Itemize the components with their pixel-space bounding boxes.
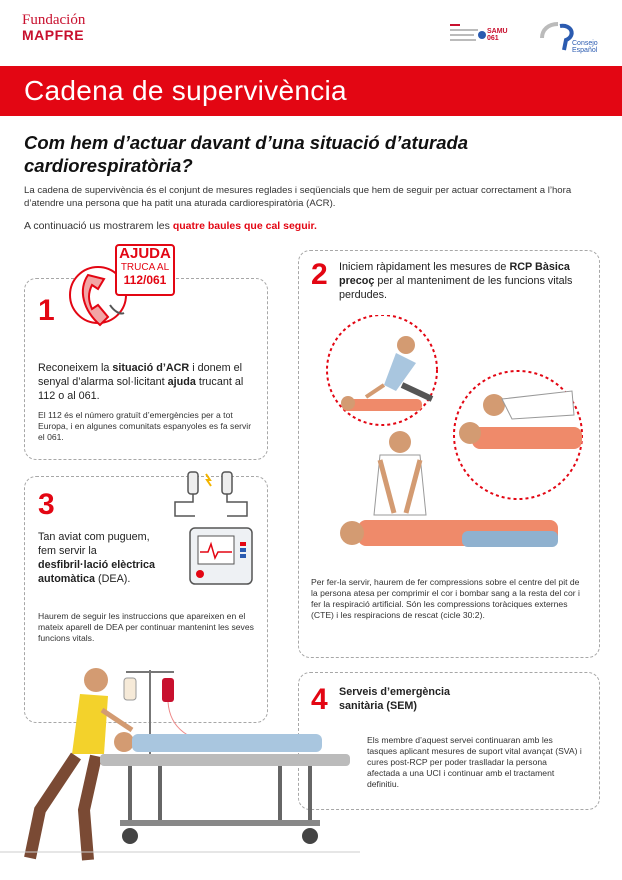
help-sign-line2: TRUCA AL [120,262,170,273]
cpr-illustration-icon [322,315,592,570]
stretcher-illustration-icon [0,660,360,875]
step-2-lead: Iniciem ràpidament les mesures de RCP Bàsica precoç per al manteniment de les funcions vitals perdudes. [339,261,573,301]
page-subtitle: Com hem d’actuar davant d’una situació d’aturada cardiorespiratòria? [24,132,469,176]
step-1-number: 1 [38,294,55,327]
step-3-lead: Tan aviat com puguem, fem servir la desfibril·lació elèctrica automàtica (DEA). [38,531,156,585]
step-4-number: 4 [311,683,328,716]
brand-logo-line1: Fundación [22,12,86,28]
consejo-logo-text: Consejo Español [572,40,598,54]
step-1-note: El 112 és el número gratuït d’emergències per a tot Europa, i en algunes comunitats espanyoles es fa servir el 061. [38,410,252,442]
help-sign [115,244,175,296]
samu-logo: SAMU 061 [487,28,508,42]
defibrillator-icon [170,468,260,588]
help-sign-title: AJUDA [119,245,171,262]
brand-logo-line2: MAPFRE [22,27,85,43]
help-sign-line3: 112/061 [123,273,167,287]
step-2-note: Per fer-la servir, haurem de fer compressions sobre el centre del pit de la persona atesa per comprimir el cor i bombar sang a la resta del cor i fer la respiració artificial. Són les compressions toràciques externes (CTE) i les respiracions de rescat (cicle 30:2). [311,577,580,620]
step-4-note: Els membre d’aquest servei continuaran amb les tasques aplicant mesures de suport vital avançat (SVA) i cures post-RCP per poder traslladar la persona afectada a una UCI i continuar amb el tractament definitiu. [367,735,582,789]
intro-line: A continuació us mostrarem les quatre baules que cal seguir. [24,220,317,232]
step-1-lead: Reconeixem la situació d’ACR i donem el senyal d’alarma sol·licitant ajuda trucant al 112 o al 061. [38,362,244,402]
step-3-number: 3 [38,488,55,521]
intro-paragraph: La cadena de supervivència és el conjunt de mesures reglades i seqüencials que hem de seguir per actuar correctament a l’hora d’atendre una persona que ha patit una aturada cardiorespiratòria (ACR). [24,185,572,209]
page-title: Cadena de supervivència [24,75,347,106]
step-3-note: Haurem de seguir les instruccions que apareixen en el mateix aparell de DEA per continuar mantenint les seves funcions vitals. [38,611,254,643]
intro-highlight: quatre baules que cal seguir. [172,220,317,232]
step-4-title: Serveis d’emergència sanitària (SEM) [339,686,451,712]
step-2-number: 2 [311,258,328,291]
samu-star-icon [478,31,486,39]
